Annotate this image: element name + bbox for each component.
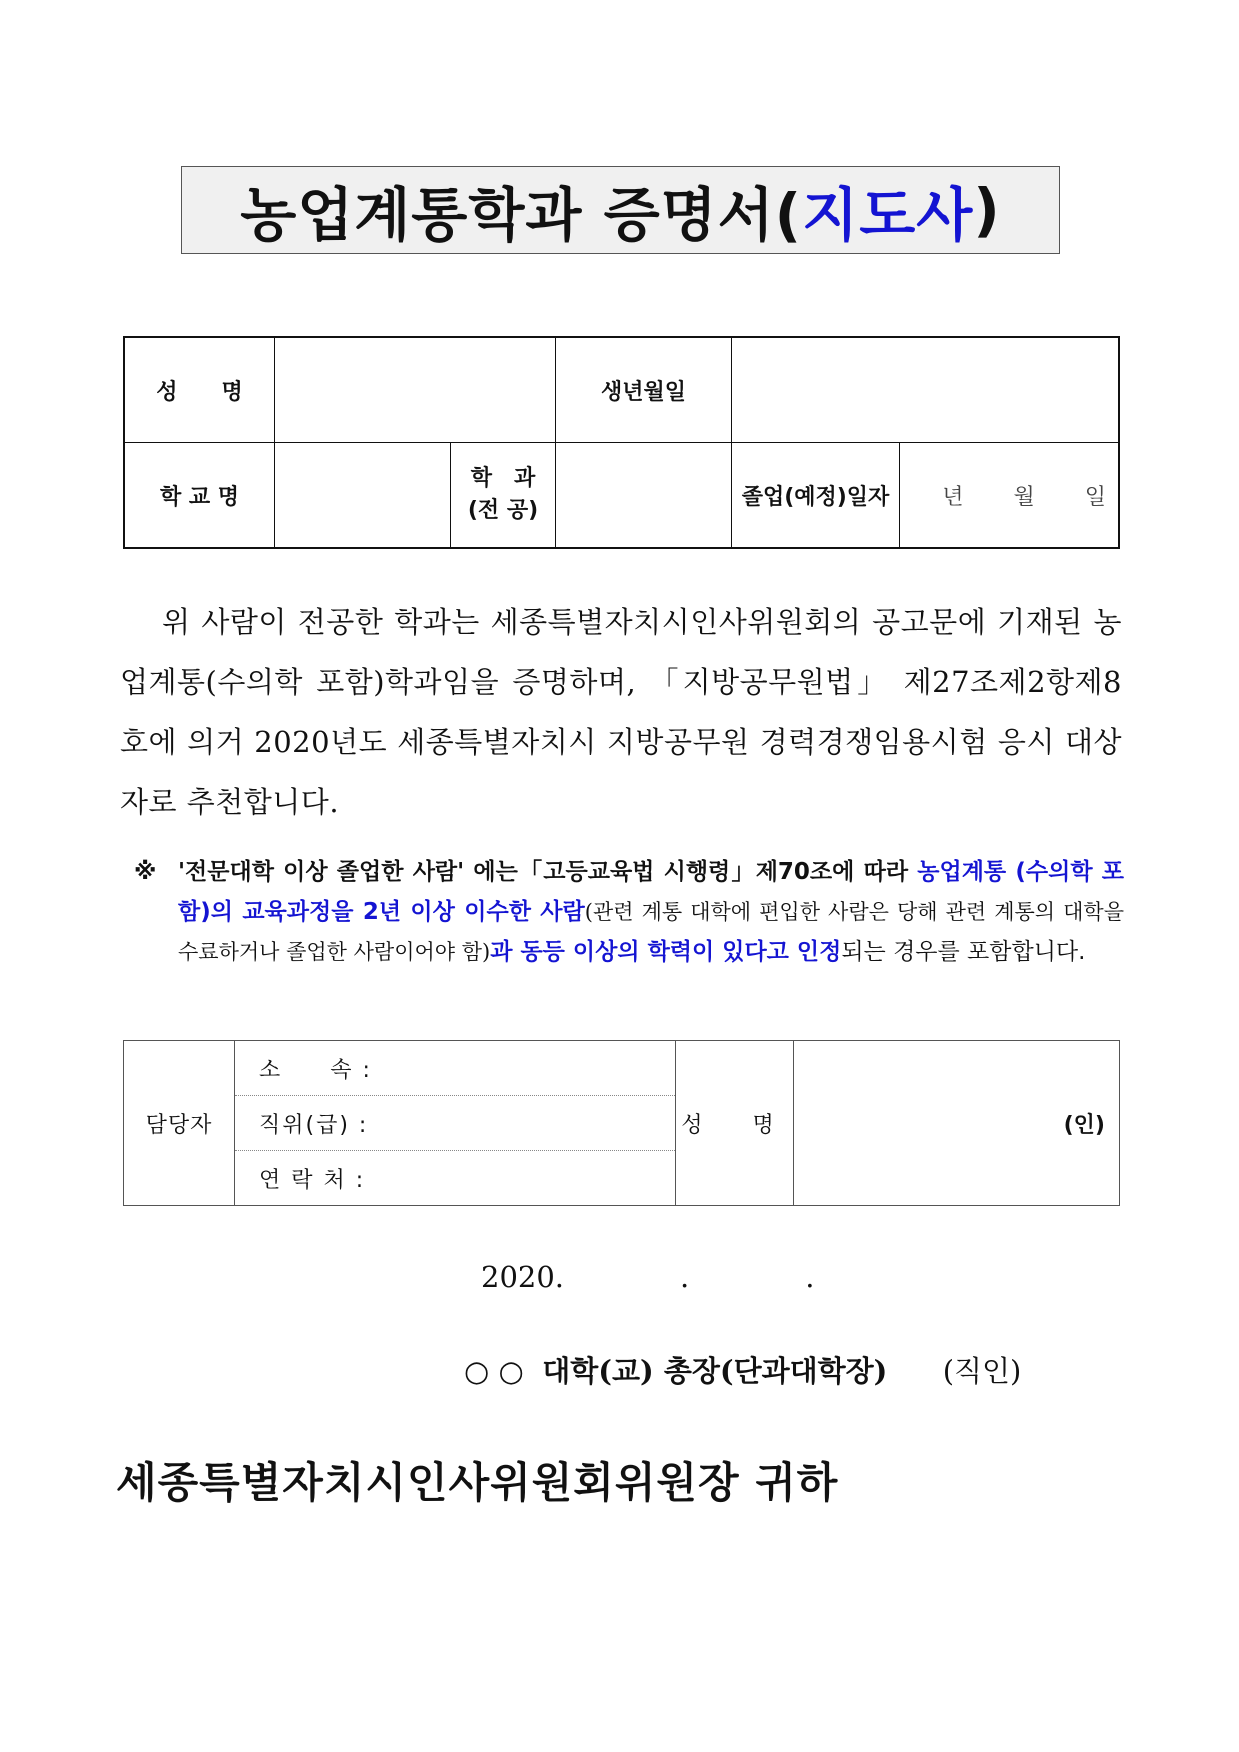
recipient: 세종특별자치시인사위원회위원장 귀하 [116,1458,839,1507]
document-title [181,166,1060,254]
note-part3: (관련 계통 대학에 편입한 사람은 당해 관련 계통의 대학을 수료하거나 졸업한 사람이어야 함) [178,900,1124,964]
dept-field[interactable] [556,443,732,549]
university-signature-line [464,1349,1021,1390]
grad-label: 졸업(예정)일자 [732,443,900,549]
applicant-info-table [123,336,1120,549]
title-main: 농업계통학과 증명서( [240,181,803,249]
note-mark: ※ [134,859,157,885]
staff-name-label: 성 명 [676,1041,794,1206]
note-part1: '전문대학 이상 졸업한 사람' 에는「고등교육법 시행령」제70조에 따라 [178,859,918,885]
birth-field[interactable] [732,337,1120,443]
note-part4: 과 동등 이상의 학력이 있다고 인정 [490,939,842,965]
position-field[interactable]: 직위(급) : [235,1096,676,1151]
certification-paragraph: 위 사람이 전공한 학과는 세종특별자치시인사위원회의 공고문에 기재된 농업계통(수의학 포함)학과임을 증명하며, 「지방공무원법」 제27조제2항제8호에 의거 2020년도 세종특별자치시 지방공무원 경력경쟁임용시험 응시 대상자로 추천합니다. [120,605,1122,819]
issue-date: 2020. . . [481,1260,815,1294]
school-field[interactable] [275,443,451,549]
grad-date-field[interactable]: 년 월 일 [900,443,1120,549]
university-circles: ○ ○ [464,1354,524,1388]
affiliation-field[interactable]: 소 속 : [235,1041,676,1096]
title-highlight: 지도사 [802,181,974,249]
staff-label: 담당자 [124,1041,235,1206]
university-title: 대학(교) 총장(단과대학장) [542,1354,888,1388]
staff-table [123,1040,1120,1206]
dept-label-line2: (전 공) [467,498,539,523]
note [134,852,1124,972]
dept-label [451,443,556,549]
official-seal: (직인) [942,1354,1022,1388]
birth-label: 생년월일 [556,337,732,443]
note-part2: 농업계통 (수의학 포함)의 교육과정을 2년 이상 이수한 사람 [178,859,1124,925]
school-label: 학 교 명 [124,443,275,549]
name-label: 성 명 [124,337,275,443]
title-close: ) [973,176,1001,244]
note-part5: 되는 경우를 포함합니다. [841,939,1086,965]
name-field[interactable] [275,337,556,443]
dept-label-line1: 학 과 [470,466,536,491]
note-body [178,852,1124,972]
contact-field[interactable]: 연 락 처 : [235,1151,676,1206]
seal-field[interactable]: (인) [794,1041,1120,1206]
